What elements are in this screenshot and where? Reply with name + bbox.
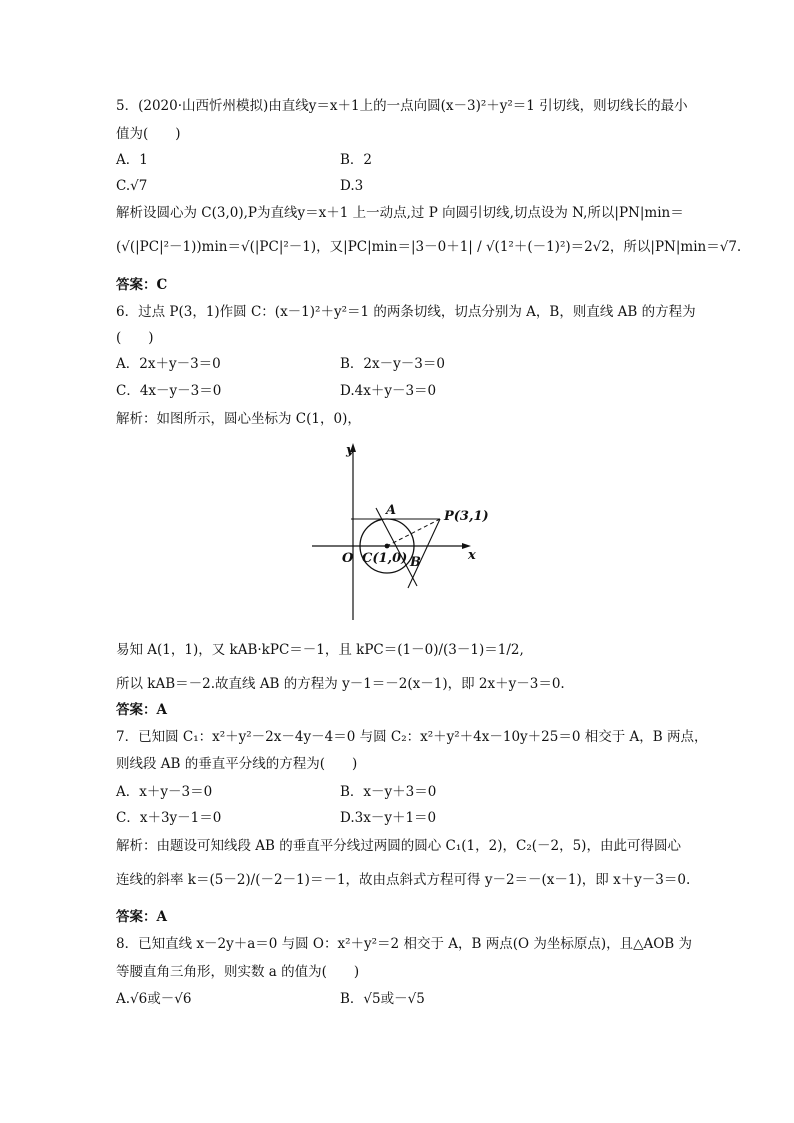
- center-point: [385, 544, 390, 549]
- origin-label: O: [342, 551, 354, 566]
- q5-solution-line2: (√(|PC|²－1))min＝√(|PC|²－1)，又|PC|min＝|3－0＋1| / √(1²＋(－1)²)＝2√2，所以|PN|min＝√7.: [116, 239, 742, 255]
- q6-stem-line2: ( ): [116, 330, 154, 346]
- line-ab: [376, 508, 417, 586]
- q5-stem-line1: 5．(2020·山西忻州模拟)由直线y＝x＋1上的一点向圆(x－3)²＋y²＝1 引切线，则切线长的最小: [116, 98, 688, 114]
- q6-option-c: C．4x－y－3＝0: [116, 383, 222, 399]
- q7-solution-line1: 解析：由题设可知线段 AB 的垂直平分线过两圆的圆心 C₁(1，2)，C₂(－2，5)，由此可得圆心: [116, 838, 681, 854]
- q7-answer: 答案：A: [116, 909, 167, 925]
- q7-option-c: C．x＋3y－1＝0: [116, 810, 222, 826]
- tangent-lines-figure: [306, 438, 490, 628]
- point-b-label: B: [410, 555, 421, 570]
- q6-solution-line2: 易知 A(1，1)，又 kAB·kPC＝－1，且 kPC＝(1－0)/(3－1)＝1/2,: [116, 642, 524, 658]
- q8-option-b: B．√5或－√5: [340, 991, 425, 1007]
- q7-option-d: D.3x－y＋1＝0: [340, 810, 437, 826]
- q8-option-a: A.√6或－√6: [116, 991, 192, 1007]
- x-axis-label: x: [468, 548, 476, 563]
- q7-solution-line2: 连线的斜率 k＝(5－2)/(－2－1)＝－1，故由点斜式方程可得 y－2＝－(x－1)，即 x＋y－3＝0.: [116, 872, 691, 888]
- q6-option-d: D.4x＋y－3＝0: [340, 383, 437, 399]
- q5-option-b: B．2: [340, 152, 373, 168]
- q5-solution-line1: 解析设圆心为 C(3,0),P为直线y＝x＋1 上一动点,过 P 向圆引切线,切点设为 N,所以|PN|min＝: [116, 205, 684, 221]
- q8-stem-line2: 等腰直角三角形，则实数 a 的值为( ): [116, 964, 360, 980]
- q5-option-a: A．1: [116, 152, 148, 168]
- q6-solution-line3: 所以 kAB＝－2.故直线 AB 的方程为 y－1＝－2(x－1)，即 2x＋y－3＝0.: [116, 676, 565, 692]
- q5-option-c: C.√7: [116, 178, 148, 194]
- q6-stem-line1: 6．过点 P(3，1)作圆 C：(x－1)²＋y²＝1 的两条切线，切点分别为 A，B，则直线 AB 的方程为: [116, 304, 696, 320]
- center-label: C(1,0): [362, 551, 408, 566]
- q5-option-d: D.3: [340, 178, 364, 194]
- tangent-lines-svg: [306, 438, 490, 628]
- q7-option-b: B．x－y＋3＝0: [340, 784, 437, 800]
- q7-option-a: A．x＋y－3＝0: [116, 784, 213, 800]
- q5-answer: 答案：C: [116, 277, 168, 293]
- q8-stem-line1: 8．已知直线 x－2y＋a＝0 与圆 O：x²＋y²＝2 相交于 A，B 两点(O 为坐标原点)，且△AOB 为: [116, 936, 692, 952]
- q7-stem-line1: 7．已知圆 C₁：x²＋y²－2x－4y－4＝0 与圆 C₂：x²＋y²＋4x－10y＋25＝0 相交于 A，B 两点，: [116, 729, 708, 745]
- q6-solution-line1: 解析：如图所示，圆心坐标为 C(1，0)，: [116, 411, 361, 427]
- point-p-label: P(3,1): [444, 509, 489, 524]
- q6-answer: 答案：A: [116, 702, 167, 718]
- q7-stem-line2: 则线段 AB 的垂直平分线的方程为( ): [116, 756, 358, 772]
- q6-option-a: A．2x＋y－3＝0: [116, 356, 221, 372]
- y-axis-label: y: [346, 443, 354, 458]
- point-a-label: A: [386, 503, 397, 518]
- q6-option-b: B．2x－y－3＝0: [340, 356, 445, 372]
- q5-stem-line2: 值为( ): [116, 126, 181, 142]
